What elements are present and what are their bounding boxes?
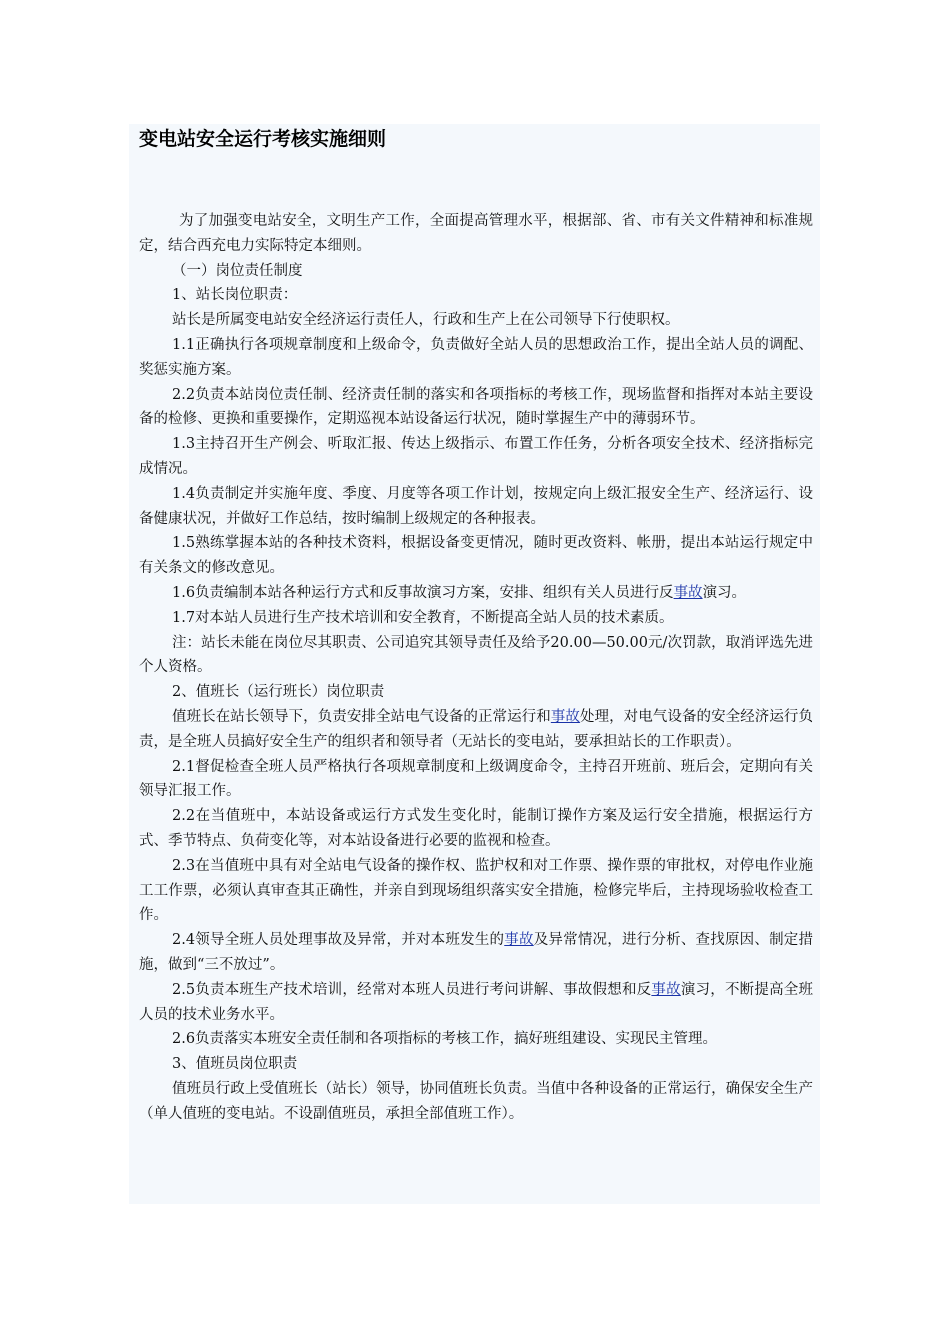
- paragraph-text: 2.2在当值班中，本站设备或运行方式发生变化时，能制订操作方案及运行安全措施，根据运行方式、季节特点、负荷变化等，对本站设备进行必要的监视和检查。: [139, 808, 813, 849]
- paragraph: [139, 1077, 813, 1127]
- paragraph-text: 2.3在当值班中具有对全站电气设备的操作权、监护权和对工作票、操作票的审批权，对停电作业施工工作票，必须认真审查其正确性，并亲自到现场组织落实安全措施，检修完毕后，主持现场验收检查工作。: [139, 857, 813, 924]
- paragraph-text: 2.2负责本站岗位责任制、经济责任制的落实和各项指标的考核工作，现场监督和指挥对本站主要设备的检修、更换和重要操作，定期巡视本站设备运行状况，随时掌握生产中的薄弱环节。: [139, 386, 813, 428]
- document-title: 变电站安全运行考核实施细则: [139, 128, 387, 150]
- paragraph-text: 1.5熟练掌握本站的各种技术资料，根据设备变更情况，随时更改资料、帐册，提出本站运行规定中有关条文的修改意见。: [139, 535, 813, 577]
- paragraph: [139, 680, 813, 705]
- paragraph-text: 演习，不断提高全班人员的技术业务水平。: [139, 981, 814, 1023]
- paragraph: [139, 755, 813, 805]
- paragraph: [139, 928, 813, 978]
- paragraph-text: 及异常情况，进行分析、查找原因、制定措施，做到“三不放过”。: [139, 932, 814, 973]
- paragraph-text: 3、值班员岗位职责: [172, 1056, 298, 1073]
- paragraph: [139, 482, 813, 532]
- paragraph: [139, 705, 813, 755]
- paragraph: [139, 606, 813, 631]
- document-content-area: [129, 124, 820, 1204]
- paragraph-text: 值班员行政上受值班长（站长）领导，协同值班长负责。当值中各种设备的正常运行，确保安全生产（单人值班的变电站。不设副值班员，承担全部值班工作）。: [139, 1080, 813, 1122]
- paragraph-text: 1.3主持召开生产例会、听取汇报、传达上级指示、布置工作任务，分析各项安全技术、经济指标完成情况。: [139, 436, 813, 477]
- paragraph-text: 注：站长未能在岗位尽其职责、公司追究其领导责任及给予20.00—50.00元/次罚款，取消评选先进个人资格。: [139, 634, 813, 676]
- paragraph-text: 2.1督促检查全班人员严格执行各项规章制度和上级调度命令，主持召开班前、班后会，定期向有关领导汇报工作。: [139, 758, 813, 800]
- paragraph: [139, 854, 813, 928]
- paragraph: [139, 259, 813, 284]
- paragraph-text: 值班长在站长领导下，负责安排全站电气设备的正常运行和: [172, 708, 551, 725]
- paragraph-text: 2、值班长（运行班长）岗位职责: [172, 684, 385, 701]
- paragraph: [139, 804, 813, 854]
- paragraph-text: 处理，对电气设备的安全经济运行负责，是全班人员搞好安全生产的组织者和领导者（无站长的变电站，要承担站长的工作职责）。: [139, 708, 813, 750]
- paragraph-text: 1.6负责编制本站各种运行方式和反事故演习方案，安排、组织有关人员进行反: [172, 584, 674, 601]
- accident-link[interactable]: 事故: [651, 981, 681, 998]
- accident-link[interactable]: 事故: [673, 584, 703, 601]
- paragraph-text: 1.1正确执行各项规章制度和上级命令，负责做好全站人员的思想政治工作，提出全站人员的调配、奖惩实施方案。: [139, 336, 813, 378]
- paragraph-text: 为了加强变电站安全，文明生产工作，全面提高管理水平，根据部、省、市有关文件精神和标准规定，结合西充电力实际特定本细则。: [139, 213, 813, 254]
- paragraph: [139, 1027, 813, 1052]
- paragraph: [139, 333, 813, 383]
- document-body: [139, 209, 813, 1126]
- paragraph: [139, 581, 813, 606]
- paragraph: [139, 308, 813, 333]
- paragraph-text: 1、站长岗位职责：: [172, 287, 298, 304]
- paragraph-text: 1.7对本站人员进行生产技术培训和安全教育，不断提高全站人员的技术素质。: [172, 609, 674, 626]
- paragraph: [139, 283, 813, 308]
- paragraph-text: （一）岗位责任制度: [172, 262, 303, 279]
- paragraph: [139, 432, 813, 482]
- accident-link[interactable]: 事故: [504, 932, 534, 949]
- paragraph-text: 2.6负责落实本班安全责任制和各项指标的考核工作，搞好班组建设、实现民主管理。: [172, 1031, 718, 1048]
- accident-link[interactable]: 事故: [550, 708, 580, 725]
- paragraph: [139, 531, 813, 581]
- paragraph: [139, 209, 813, 259]
- paragraph-text: 站长是所属变电站安全经济运行责任人，行政和生产上在公司领导下行使职权。: [172, 312, 680, 329]
- paragraph-text: 2.4领导全班人员处理事故及异常，并对本班发生的: [172, 932, 505, 949]
- paragraph-text: 1.4负责制定并实施年度、季度、月度等各项工作计划，按规定向上级汇报安全生产、经济运行、设备健康状况，并做好工作总结，按时编制上级规定的各种报表。: [139, 485, 813, 527]
- paragraph: [139, 1052, 813, 1077]
- paragraph: [139, 978, 813, 1028]
- paragraph: [139, 631, 813, 681]
- paragraph-text: 2.5负责本班生产技术培训，经常对本班人员进行考问讲解、事故假想和反: [172, 981, 652, 998]
- paragraph: [139, 383, 813, 433]
- paragraph-text: 演习。: [702, 584, 747, 601]
